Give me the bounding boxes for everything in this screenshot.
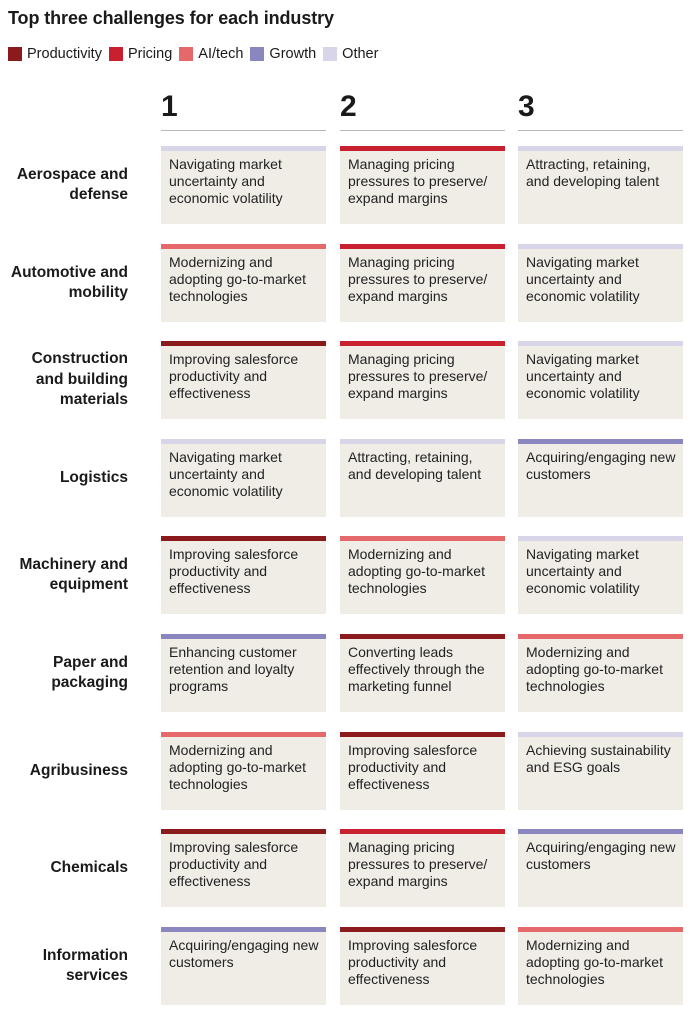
legend-swatch-pricing (109, 47, 123, 61)
challenge-text: Acquiring/engaging new customers (526, 839, 676, 872)
challenge-text: Managing pricing pressures to preserve/ expand margins (348, 254, 488, 304)
row-label-3: Construction and building materials (31, 350, 128, 409)
challenge-cell (340, 341, 505, 419)
challenge-text: Enhancing customer retention and loyalty programs (169, 644, 297, 694)
category-bar-productivity (340, 732, 505, 737)
row-label-1: Aerospace and defense (16, 165, 128, 203)
category-bar-aitech (340, 536, 505, 541)
category-bar-growth (518, 439, 683, 444)
challenge-text: Navigating market uncertainty and economic volatility (169, 449, 283, 499)
challenge-text: Navigating market uncertainty and economic volatility (526, 351, 640, 401)
challenge-cell (161, 244, 326, 322)
category-bar-other (518, 536, 683, 541)
challenge-text: Modernizing and adopting go-to-market technologies (526, 937, 663, 987)
challenge-cell (340, 927, 505, 1005)
row-label-8: Chemicals (50, 858, 128, 876)
legend-item-productivity (8, 46, 102, 62)
challenge-cell (518, 146, 683, 224)
legend-label-aitech: AI/tech (198, 46, 244, 62)
challenge-text: Improving salesforce productivity and effectiveness (169, 546, 299, 596)
category-bar-pricing (340, 244, 505, 249)
legend-label-pricing: Pricing (127, 46, 173, 62)
challenge-text: Modernizing and adopting go-to-market technologies (169, 742, 306, 792)
row-label-6: Paper and packaging (51, 653, 128, 691)
challenge-cell (518, 439, 683, 517)
category-bar-productivity (161, 829, 326, 834)
challenge-cell (161, 829, 326, 907)
challenge-cell (161, 439, 326, 517)
row-label-4: Logistics (59, 468, 128, 486)
challenge-text: Improving salesforce productivity and effectiveness (348, 742, 478, 792)
category-bar-growth (161, 927, 326, 932)
column-header-1 (161, 92, 326, 131)
category-bar-other (518, 146, 683, 151)
challenge-text: Managing pricing pressures to preserve/ expand margins (348, 839, 488, 889)
challenge-cell (340, 829, 505, 907)
category-bar-pricing (340, 341, 505, 346)
category-bar-aitech (518, 634, 683, 639)
legend (8, 46, 385, 62)
challenge-text: Modernizing and adopting go-to-market technologies (348, 546, 485, 596)
column-number-2: 2 (340, 90, 357, 123)
challenge-text: Navigating market uncertainty and economic volatility (526, 546, 640, 596)
challenge-cell (518, 732, 683, 810)
column-header-3 (518, 92, 683, 131)
legend-item-aitech (179, 46, 243, 62)
column-number-3: 3 (518, 90, 535, 123)
chart-title: Top three challenges for each industry (8, 8, 334, 28)
legend-label-other: Other (342, 46, 379, 62)
challenge-text: Improving salesforce productivity and effectiveness (169, 351, 299, 401)
legend-item-other (323, 46, 378, 62)
row-label-7: Agribusiness (29, 761, 128, 779)
category-bar-aitech (161, 244, 326, 249)
challenge-cell (518, 927, 683, 1005)
category-bar-productivity (340, 634, 505, 639)
column-number-1: 1 (161, 90, 178, 123)
category-bar-productivity (161, 341, 326, 346)
challenge-text: Managing pricing pressures to preserve/ expand margins (348, 351, 488, 401)
category-bar-other (518, 341, 683, 346)
challenge-cell (340, 732, 505, 810)
category-bar-other (518, 732, 683, 737)
challenge-text: Modernizing and adopting go-to-market technologies (169, 254, 306, 304)
category-bar-pricing (340, 829, 505, 834)
challenge-text: Attracting, retaining, and developing talent (526, 156, 660, 189)
challenge-cell (161, 536, 326, 614)
legend-label-growth: Growth (269, 46, 317, 62)
legend-swatch-growth (250, 47, 264, 61)
challenge-cell (161, 927, 326, 1005)
legend-label-productivity: Productivity (27, 46, 102, 62)
category-bar-other (340, 439, 505, 444)
challenge-cell (340, 439, 505, 517)
challenge-cell (161, 146, 326, 224)
row-label-2: Automotive and mobility (10, 263, 128, 301)
category-bar-other (161, 146, 326, 151)
challenge-cell (161, 732, 326, 810)
legend-item-growth (250, 46, 316, 62)
challenge-text: Acquiring/engaging new customers (169, 937, 319, 970)
category-bar-productivity (340, 927, 505, 932)
legend-item-pricing (109, 46, 172, 62)
challenge-cell (518, 634, 683, 712)
challenge-cell (340, 244, 505, 322)
category-bar-aitech (518, 927, 683, 932)
category-bar-other (518, 244, 683, 249)
challenge-cell (340, 146, 505, 224)
challenge-text: Improving salesforce productivity and effectiveness (169, 839, 299, 889)
challenge-text: Achieving sustainability and ESG goals (526, 742, 671, 775)
category-bar-other (161, 439, 326, 444)
category-bar-aitech (161, 732, 326, 737)
column-header-2 (340, 92, 505, 131)
legend-swatch-aitech (179, 47, 193, 61)
category-bar-growth (518, 829, 683, 834)
challenge-cell (161, 341, 326, 419)
challenge-text: Converting leads effectively through the marketing funnel (348, 644, 485, 694)
challenge-text: Improving salesforce productivity and effectiveness (348, 937, 478, 987)
challenge-cell (340, 634, 505, 712)
row-label-5: Machinery and equipment (19, 555, 128, 593)
challenge-text: Managing pricing pressures to preserve/ expand margins (348, 156, 488, 206)
challenge-cell (518, 536, 683, 614)
challenge-text: Modernizing and adopting go-to-market technologies (526, 644, 663, 694)
challenge-cell (518, 829, 683, 907)
category-bar-growth (161, 634, 326, 639)
challenge-cell (161, 634, 326, 712)
challenge-text: Navigating market uncertainty and economic volatility (169, 156, 283, 206)
row-label-9: Information services (42, 946, 128, 984)
challenge-cell (518, 341, 683, 419)
challenge-cell (340, 536, 505, 614)
legend-swatch-other (323, 47, 337, 61)
challenge-text: Navigating market uncertainty and economic volatility (526, 254, 640, 304)
challenge-cell (518, 244, 683, 322)
category-bar-productivity (161, 536, 326, 541)
challenge-text: Acquiring/engaging new customers (526, 449, 676, 482)
challenge-text: Attracting, retaining, and developing talent (348, 449, 482, 482)
category-bar-pricing (340, 146, 505, 151)
legend-swatch-productivity (8, 47, 22, 61)
